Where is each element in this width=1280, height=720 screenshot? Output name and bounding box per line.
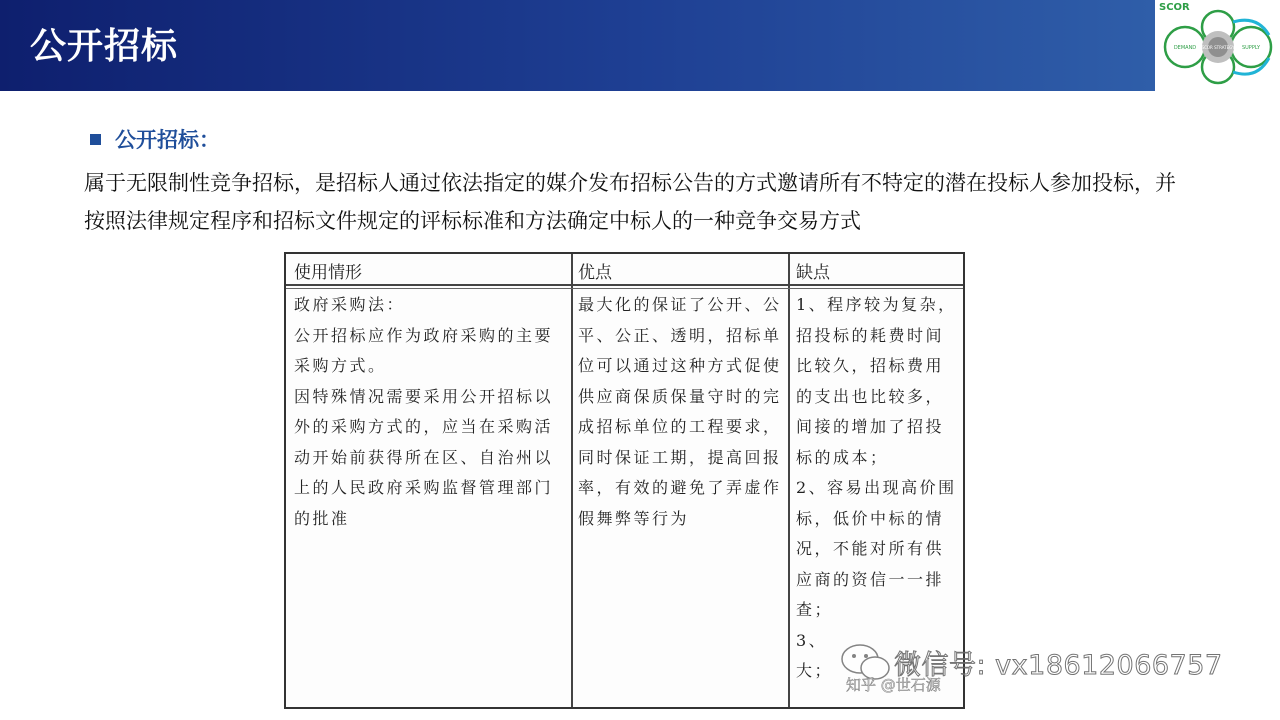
disadvantage-item: 2、容易出现高价围标，低价中标的情况，不能对所有供应商的资信一一排查； — [796, 478, 957, 619]
usage-line: 公开招标应作为政府采购的主要采购方式。 — [294, 325, 554, 375]
advantages-text: 最大化的保证了公开、公平、公正、透明，招标单位可以通过这种方式促使供应商保质保量守时的完成招标单位的工程要求，同时保证工期，提高回报率，有效的避免了弄虚作假舞弊等行为 — [578, 295, 782, 528]
section-heading — [90, 124, 220, 154]
bullet-square-icon — [90, 134, 101, 145]
comparison-table — [284, 252, 965, 709]
usage-cell — [294, 290, 566, 534]
table-header-advantages: 优点 — [578, 263, 612, 283]
disadvantage-item: 3、 — [796, 630, 828, 650]
page-title: 公开招标 — [30, 26, 179, 67]
disadvantage-item: 大； — [796, 661, 834, 680]
usage-line: 因特殊情况需要采用公开招标以外的采购方式的，应当在采购活动开始前获得所在区、自治州以上的人民政府采购监督管理部门的批准 — [294, 386, 554, 528]
disadvantages-cell — [796, 290, 960, 687]
logo-right: SUPPLY — [1241, 45, 1261, 51]
definition-text: 属于无限制性竞争招标，是招标人通过依法指定的媒介发布招标公告的方式邀请所有不特定的潜在投标人参加投标，并按照法律规定程序和招标文件规定的评标标准和方法确定中标人的一种竞争交易方式 — [84, 171, 1176, 233]
logo-brand: SCOR — [1159, 2, 1190, 13]
table-header-usage: 使用情形 — [294, 263, 362, 283]
header-divider — [286, 284, 963, 286]
watermark-text: 微信号: vx18612066757 — [894, 649, 1223, 681]
advantages-cell — [578, 290, 783, 534]
usage-line: 政府采购法： — [294, 295, 406, 314]
table-header-disadvantages: 缺点 — [796, 263, 830, 283]
header-divider — [286, 288, 963, 289]
disadvantage-item: 1、程序较为复杂，招投标的耗费时间比较久，招标费用的支出也比较多，间接的增加了招投标的成本； — [796, 295, 957, 467]
watermark-subtext: 知乎 @世石源 — [846, 676, 941, 694]
column-divider — [788, 254, 790, 707]
logo-center: SCOR STRATEGY — [1201, 45, 1235, 50]
section-label: 公开招标： — [115, 128, 220, 152]
logo-left: DEMAND — [1173, 45, 1197, 51]
scor-logo — [1157, 0, 1279, 92]
column-divider — [571, 254, 573, 707]
